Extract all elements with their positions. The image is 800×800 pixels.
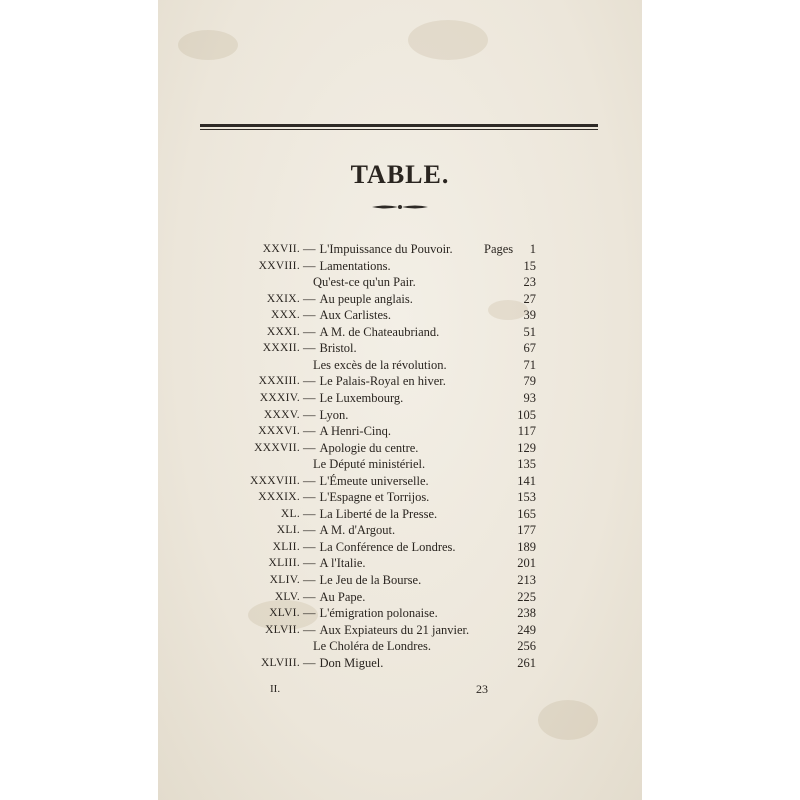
page-number: 23 — [523, 275, 536, 290]
chapter-title-text: Lyon. — [319, 407, 349, 422]
chapter-title-text: Le Député ministériel. — [313, 457, 426, 472]
chapter-title-text: Lamentations. — [319, 258, 391, 273]
chapter-title-text: A Henri-Cinq. — [319, 424, 392, 439]
list-item — [158, 572, 642, 588]
chapter-title-text: Le Choléra de Londres. — [313, 639, 432, 654]
chapter-number: XXXVIII. — [250, 474, 300, 487]
chapter-title — [313, 638, 431, 654]
chapter-title: — L'Émeute universelle. — [303, 473, 429, 488]
list-item — [158, 489, 642, 505]
chapter-number: XXX. — [271, 309, 300, 322]
chapter-title: — La Liberté de la Presse. — [303, 506, 438, 521]
chapter-title-text: Le Luxembourg. — [319, 390, 404, 405]
chapter-number: XXXII. — [262, 342, 300, 355]
chapter-number: XXVIII. — [258, 259, 300, 272]
chapter-number: XXVII. — [262, 243, 300, 255]
chapter-title — [313, 456, 425, 472]
list-item — [158, 539, 642, 555]
page-number: 213 — [517, 573, 536, 587]
chapter-title: — Au peuple anglais. — [303, 291, 413, 306]
chapter-title-text: A M. de Chateaubriand. — [319, 324, 440, 339]
page-number: 105 — [517, 407, 536, 422]
chapter-title-text: A M. d'Argout. — [319, 523, 396, 538]
page-number: 117 — [517, 424, 536, 439]
page-number: 79 — [523, 374, 536, 389]
page-number: 225 — [517, 589, 536, 604]
list-item — [158, 357, 642, 373]
chapter-title-text: Au peuple anglais. — [319, 291, 413, 306]
chapter-number: XXIX. — [266, 292, 300, 305]
chapter-title: — Don Miguel. — [303, 655, 384, 670]
page-title: TABLE. — [350, 160, 450, 189]
chapter-title: — Aux Carlistes. — [303, 308, 392, 323]
chapter-title — [313, 274, 416, 290]
chapter-number: XL. — [280, 507, 300, 520]
chapter-title-text: La Conférence de Londres. — [319, 539, 456, 554]
page-number: 129 — [517, 440, 536, 455]
list-item — [158, 274, 642, 290]
chapter-number: XLIV. — [269, 574, 300, 586]
page-number: 39 — [523, 308, 536, 323]
chapter-title-text: L'Impuissance du Pouvoir. — [319, 242, 453, 256]
chapter-title: — Le Palais-Royal en hiver. — [303, 374, 446, 389]
page-number: 201 — [517, 556, 536, 571]
page-number: 189 — [517, 539, 536, 554]
list-item — [158, 622, 642, 638]
list-item — [158, 555, 642, 571]
chapter-title: — L'Espagne et Torrijos. — [303, 490, 430, 505]
chapter-title-text: Aux Expiateurs du 21 janvier. — [319, 622, 470, 637]
chapter-title-text: L'Émeute universelle. — [319, 473, 429, 488]
chapter-title: — Le Luxembourg. — [303, 390, 404, 405]
chapter-number: XXXIV. — [259, 391, 300, 404]
list-item — [158, 241, 642, 257]
page-number: 249 — [517, 622, 536, 637]
chapter-title: — La Conférence de Londres. — [303, 539, 456, 554]
chapter-title: — A l'Italie. — [303, 556, 366, 571]
list-item — [158, 440, 642, 456]
chapter-number: XLII. — [272, 540, 300, 553]
page-number: 135 — [517, 457, 536, 472]
chapter-title-text: Au Pape. — [319, 589, 366, 604]
chapter-number: XLVI. — [269, 607, 300, 620]
list-item — [158, 506, 642, 522]
page-number: 256 — [517, 639, 536, 654]
list-item — [158, 423, 642, 439]
list-item — [158, 589, 642, 605]
page-number: 177 — [517, 523, 536, 538]
page-number: 67 — [523, 341, 536, 356]
chapter-title: — L'Impuissance du Pouvoir. — [303, 242, 453, 256]
page-number: 93 — [523, 390, 536, 405]
chapter-title: — Aux Expiateurs du 21 janvier. — [303, 622, 470, 637]
list-item — [158, 522, 642, 538]
list-item — [158, 638, 642, 654]
list-item — [158, 473, 642, 489]
list-item — [158, 307, 642, 323]
list-item — [158, 340, 642, 356]
chapter-title-text: La Liberté de la Presse. — [319, 506, 438, 521]
foxing-stain — [538, 700, 598, 740]
page-number: 15 — [523, 258, 536, 273]
page-number: 51 — [523, 324, 536, 339]
chapter-title-text: L'Espagne et Torrijos. — [319, 490, 430, 505]
page-number: 261 — [517, 655, 536, 670]
list-item — [158, 456, 642, 472]
chapter-title-text: L'émigration polonaise. — [319, 606, 438, 621]
page-number: 153 — [517, 490, 536, 505]
list-item — [158, 390, 642, 406]
chapter-number: XLIII. — [268, 557, 300, 570]
book-page — [158, 0, 642, 800]
chapter-title-text: Aux Carlistes. — [319, 308, 392, 323]
volume-mark: II. — [270, 683, 281, 695]
chapter-title: — A M. de Chateaubriand. — [303, 324, 440, 339]
chapter-title: — Apologie du centre. — [303, 440, 419, 455]
chapter-number: XXXIII. — [258, 375, 300, 388]
chapter-number: XLVIII. — [260, 656, 300, 669]
chapter-number: XLVII. — [265, 623, 300, 636]
list-item — [158, 258, 642, 274]
list-item — [158, 291, 642, 307]
page-number: 27 — [523, 291, 536, 306]
chapter-title: — Lamentations. — [303, 258, 391, 273]
page-number: 71 — [523, 357, 536, 372]
foxing-stain — [408, 20, 488, 60]
chapter-number: XLV. — [274, 590, 300, 603]
chapter-title: — Bristol. — [303, 341, 357, 356]
page-number: 238 — [517, 606, 536, 621]
page-number: 165 — [517, 506, 536, 521]
page-number: 1 — [529, 242, 536, 256]
chapter-title: — Lyon. — [303, 407, 349, 422]
chapter-title-text: Apologie du centre. — [319, 440, 419, 455]
foxing-stain — [178, 30, 238, 60]
chapter-number: XXXVII. — [254, 441, 300, 454]
chapter-title: — L'émigration polonaise. — [303, 606, 438, 621]
list-item — [158, 605, 642, 621]
chapter-title: — Le Jeu de la Bourse. — [303, 573, 422, 587]
chapter-title-text: A l'Italie. — [319, 556, 366, 571]
pages-label: Pages — [484, 242, 514, 256]
page-number: 141 — [517, 473, 536, 488]
ornament-divider-icon — [370, 202, 430, 212]
list-item — [158, 655, 642, 671]
chapter-title-text: Le Jeu de la Bourse. — [319, 573, 422, 587]
chapter-number: XXXV. — [263, 408, 300, 421]
chapter-title: — Au Pape. — [303, 589, 366, 604]
chapter-title-text: Qu'est-ce qu'un Pair. — [313, 275, 416, 290]
chapter-title-text: Le Palais-Royal en hiver. — [319, 374, 446, 389]
list-item — [158, 373, 642, 389]
chapter-title-text: Bristol. — [319, 341, 357, 356]
chapter-title — [313, 357, 447, 373]
chapter-title: — A M. d'Argout. — [303, 523, 396, 538]
list-item — [158, 324, 642, 340]
chapter-title-text: Les excès de la révolution. — [313, 357, 447, 372]
chapter-title: — A Henri-Cinq. — [303, 424, 392, 439]
chapter-number: XXXVI. — [258, 425, 300, 438]
chapter-number: XXXI. — [266, 325, 300, 338]
chapter-title-text: Don Miguel. — [319, 655, 384, 670]
chapter-number: XXXIX. — [258, 491, 300, 504]
list-item — [158, 407, 642, 423]
signature-mark: 23 — [476, 682, 488, 696]
chapter-number: XLI. — [276, 524, 300, 537]
header-double-rule — [200, 124, 598, 130]
